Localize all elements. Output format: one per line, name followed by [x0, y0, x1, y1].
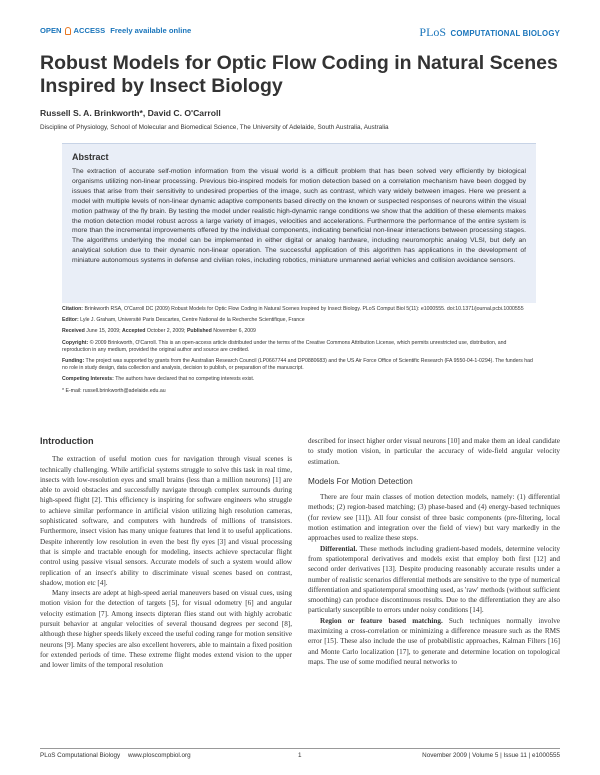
received-date: June 15, 2009; — [86, 328, 121, 335]
published-date: November 6, 2009 — [213, 328, 256, 335]
dates — [62, 328, 536, 335]
open-lock-icon — [65, 27, 71, 35]
copyright — [62, 340, 536, 354]
page-number: 1 — [298, 752, 302, 759]
received-label: Received — [62, 328, 85, 335]
copyright-label: Copyright: — [62, 339, 89, 346]
paragraph-region-matching — [308, 616, 560, 667]
competing-interests — [62, 376, 536, 383]
paragraph-text: Such techniques normally involve maximizing a cross-correlation or minimizing a difference measure such as the RMS error [15]. These also include the use of probabilistic approaches, Kalman Filters [16] and Monte Carlo localization [17], to generate and determine location on topological maps. The use of some modified neural networks to — [308, 616, 560, 666]
footer-url[interactable]: www.ploscompbiol.org — [128, 752, 191, 759]
citation-text: Brinkworth RSA, O'Carroll DC (2009) Robust Models for Optic Flow Coding in Natural Scenes Inspired by Insect Biology. PLoS Comput Biol 5(11): e1000555. doi:10.1371/journal.pcbi.1000555 — [84, 306, 524, 312]
journal-logo — [419, 23, 560, 41]
accepted-label: Accepted — [122, 328, 146, 335]
article-metadata — [62, 306, 536, 399]
citation-label: Citation: — [62, 306, 84, 312]
email: * E-mail: russell.brinkworth@adelaide.edu.au — [62, 387, 166, 394]
paragraph-differential — [308, 544, 560, 616]
competing-label: Competing Interests: — [62, 376, 114, 383]
funding-text: The project was supported by grants from the Australian Research Council (LP0667744 and DP0880683) and the US Air Force Office of Scientific Research (FA 9550-04-1-0294). The funders had no role in study design, data collection and analysis, decision to publish, or preparation of the manuscript. — [62, 358, 533, 372]
abstract-box — [62, 143, 536, 303]
top-bar — [40, 26, 560, 40]
footer-issue: November 2009 | Volume 5 | Issue 11 | e1000555 — [422, 752, 560, 759]
run-in-heading: Region or feature based matching. — [320, 616, 443, 625]
article-title: Robust Models for Optic Flow Coding in Natural Scenes Inspired by Insect Biology — [40, 52, 558, 97]
open-access-label — [40, 26, 191, 35]
paragraph-text: These methods including gradient-based models, determine velocity from spatiotemporal derivatives and models exist that employ both first [12] and second order derivatives [13]. Despite producing reasonably accurate results under a number of realistic scenarios differential methods are sensitive to the type of numerical differentiation and spatiotemporal smoothing used, as 'raw' methods (without sufficient smoothing) can produce discontinuous results. Due to the differentiation they are also particularly susceptible to errors under noisy conditions [14]. — [308, 544, 560, 615]
authors: Russell S. A. Brinkworth*, David C. O'Carroll — [40, 108, 221, 118]
editor — [62, 317, 536, 324]
footer-journal: PLoS Computational Biology — [40, 752, 121, 759]
abstract-heading: Abstract — [72, 152, 109, 162]
published-label: Published — [186, 328, 212, 335]
paragraph: The extraction of useful motion cues for navigation through visual scenes is technically challenging. While artificial systems struggle to solve this task in real time, insects with low-resolution eyes and small brains (less than a million neurons) [1] are able to avoid obstacles and successfully navigate through complex surrounds during high-speed flight [2]. This efficiency is inspiring for software engineers who struggle to achieve similar performance in artificial vision utilizing high resolution cameras, sophisticated software, and computers with hundreds of millions of transistors. Furthermore, insect vision has many unique features that lend it to useful applications. Despite inherently low resolution in even the best fly eyes [3] and visual processing that is simple and tractable enough for modeling, insects achieve spectacular flight control using passive visual sensors. Accurate models of such a system would allow replication of an insect's ability to discriminate visual scenes based on contrast, shadow, motion etc [4]. — [40, 455, 292, 587]
funding — [62, 358, 536, 372]
body-column-left — [40, 436, 292, 671]
affiliation: Discipline of Physiology, School of Molecular and Biomedical Science, The University of Adelaide, South Australia, Australia — [40, 124, 389, 131]
funding-label: Funding: — [62, 358, 85, 365]
open-text: OPEN — [40, 26, 62, 35]
abstract-text: The extraction of accurate self-motion information from the visual world is a difficult problem that has been solved very efficiently by biological organisms utilizing non-linear processing. Previous bio-inspired models for motion detection based on a correlation mechanism have been dogged by issues that arise from their sensitivity to undesired properties of the image, such as contrast, which vary widely between images. Here we present a model with multiple levels of non-linear dynamic adaptive components based directly on the known or suspected responses of neurons within the visual motion pathway of the fly brain. By testing the model under realistic high-dynamic range conditions we show that the addition of these elements makes the motion detection model robust across a large variety of images, velocities and accelerations. Furthermore the performance of the entire system is more than the incremental improvements offered by the individual components, indicating beneficial non-linear interactions between processing stages. The algorithms underlying the model can be implemented in either digital or analog hardware, including neuromorphic analog VLSI, but defy an analytical solution due to their dynamic non-linear operation. The successful application of this algorithm has applications in the development of miniature autonomous systems in defense and civilian roles, including robotics, miniature unmanned aerial vehicles and collision avoidance sensors. — [72, 168, 526, 265]
journal-cb-text: COMPUTATIONAL BIOLOGY — [450, 29, 560, 38]
subsection-heading: Models For Motion Detection — [308, 476, 413, 486]
paragraph: described for insect higher order visual neurons [10] and make them an ideal candidate to study motion vision, in particular the accuracy of wide-field angular velocity estimation. — [308, 437, 560, 466]
section-heading-introduction: Introduction — [40, 436, 94, 446]
editor-label: Editor: — [62, 317, 79, 324]
body-column-right — [308, 436, 560, 667]
editor-text: Lyle J. Graham, Université Paris Descartes, Centre National de la Recherche Scientifique, France — [80, 317, 305, 324]
paragraph: There are four main classes of motion detection models, namely: (1) differential methods; (2) region-based matching; (3) phase-based and (4) energy-based techniques (for review see [11]). All four consist of three basic components (pre-filtering, local motion estimation and integration over the field of view) but vary markedly in the approaches used to realize these steps. — [308, 493, 560, 543]
freely-available-text: Freely available online — [110, 26, 192, 35]
copyright-text: © 2009 Brinkworth, O'Carroll. This is an open-access article distributed under the terms of the Creative Commons Attribution License, which permits unrestricted use, distribution, and reproduction in any medium, provided the original author and source are credited. — [62, 339, 507, 353]
page-footer — [40, 748, 560, 761]
paragraph: Many insects are adept at high-speed aerial maneuvers based on visual cues, using motion vision for the detection of targets [5], for visual odometry [6] and angular velocity estimation [7]. Among insects dipteran flies stand out with highly acrobatic pursuit behavior at angular velocities of several thousand degrees per second [8], although these higher speeds likely exceed the useful coding range for motion sensitive neurons [9]. Many species are also excellent hoverers, able to maintain a fixed position for extended periods of time. These extreme flight modes extend vision to the upper and lower limits of the temporal resolution — [40, 589, 292, 670]
journal-plos-text: PLoS — [419, 25, 447, 39]
access-text: ACCESS — [73, 26, 106, 35]
accepted-date: October 2, 2009; — [146, 328, 186, 335]
competing-text: The authors have declared that no competing interests exist. — [115, 376, 255, 383]
citation — [62, 306, 536, 313]
run-in-heading: Differential. — [320, 544, 358, 553]
